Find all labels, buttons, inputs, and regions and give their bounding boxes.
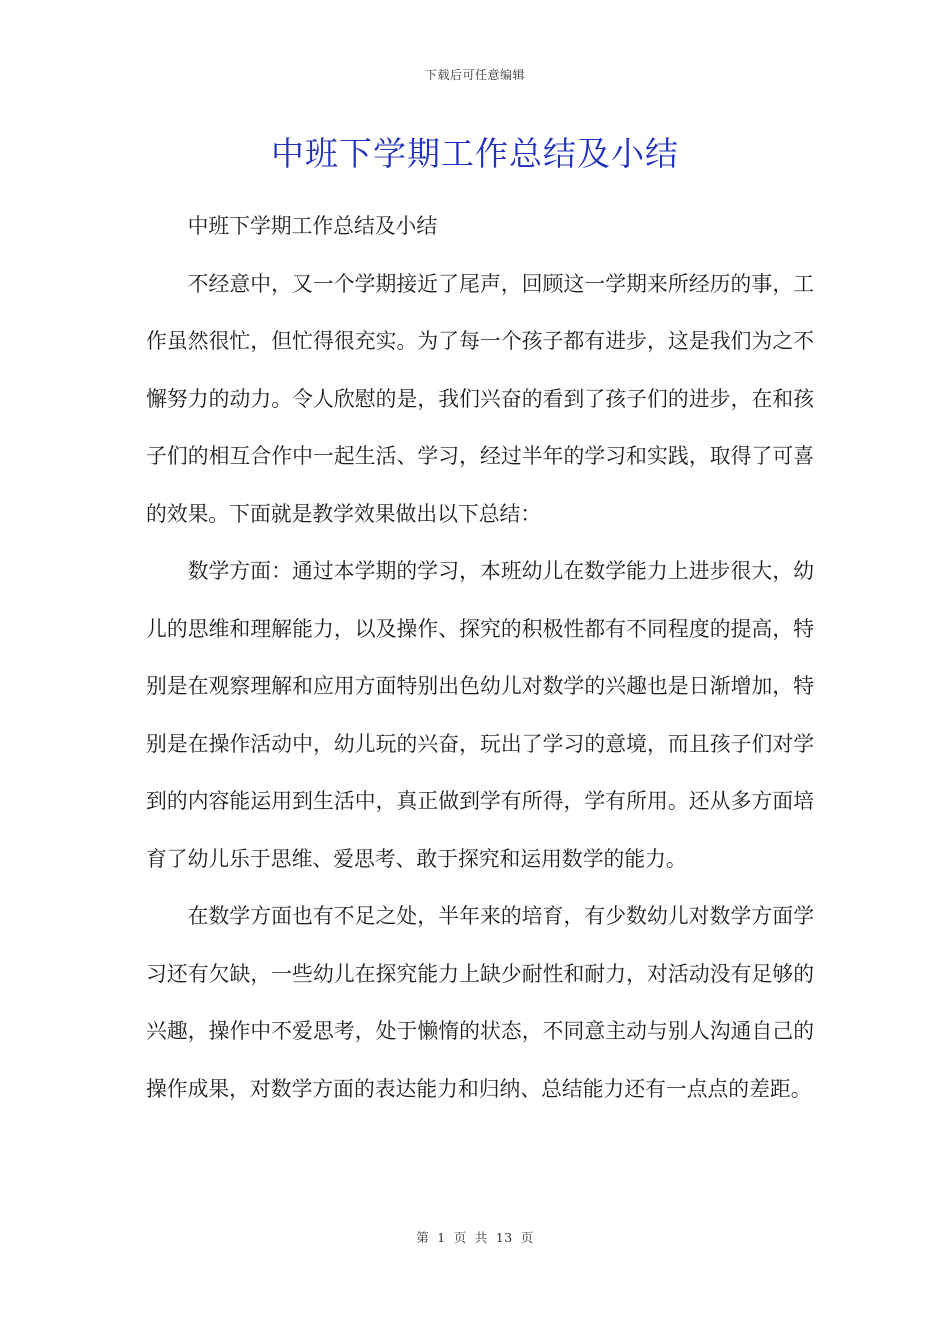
intro-paragraph: 不经意中，又一个学期接近了尾声，回顾这一学期来所经历的事，工作虽然很忙，但忙得很充实。为了每一个孩子都有进步，这是我们为之不懈努力的动力。令人欣慰的是，我们兴奋的看到了孩子们的进步，在和孩子们的相互合作中一起生活、学习，经过半年的学习和实践，取得了可喜的效果。下面就是教学效果做出以下总结： bbox=[146, 271, 814, 526]
document-body bbox=[146, 198, 814, 1118]
math-achievements-paragraph: 数学方面：通过本学期的学习，本班幼儿在数学能力上进步很大，幼儿的思维和理解能力，以及操作、探究的积极性都有不同程度的提高，特别是在观察理解和应用方面特别出色幼儿对数学的兴趣也是日渐增加，特别是在操作活动中，幼儿玩的兴奋，玩出了学习的意境，而且孩子们对学到的内容能运用到生活中，真正做到学有所得，学有所用。还从多方面培育了幼儿乐于思维、爱思考、敢于探究和运用数学的能力。 bbox=[146, 559, 814, 871]
subtitle-paragraph: 中班下学期工作总结及小结 bbox=[187, 214, 438, 238]
page-label: 页 bbox=[453, 1230, 467, 1245]
page-number-total: 13 bbox=[495, 1230, 513, 1245]
page-prefix: 第 bbox=[416, 1230, 430, 1245]
header-note: 下载后可任意编辑 bbox=[424, 68, 525, 82]
page-number-current: 1 bbox=[437, 1230, 446, 1245]
document-title: 中班下学期工作总结及小结 bbox=[271, 134, 679, 173]
total-label: 共 bbox=[474, 1230, 488, 1245]
math-shortcomings-paragraph: 在数学方面也有不足之处，半年来的培育，有少数幼儿对数学方面学习还有欠缺，一些幼儿在探究能力上缺少耐性和耐力，对活动没有足够的兴趣，操作中不爱思考，处于懒惰的状态，不同意主动与别人沟通自己的操作成果，对数学方面的表达能力和归纳、总结能力还有一点点的差距。 bbox=[146, 904, 814, 1101]
page-suffix: 页 bbox=[520, 1230, 534, 1245]
page-footer bbox=[0, 1228, 950, 1246]
